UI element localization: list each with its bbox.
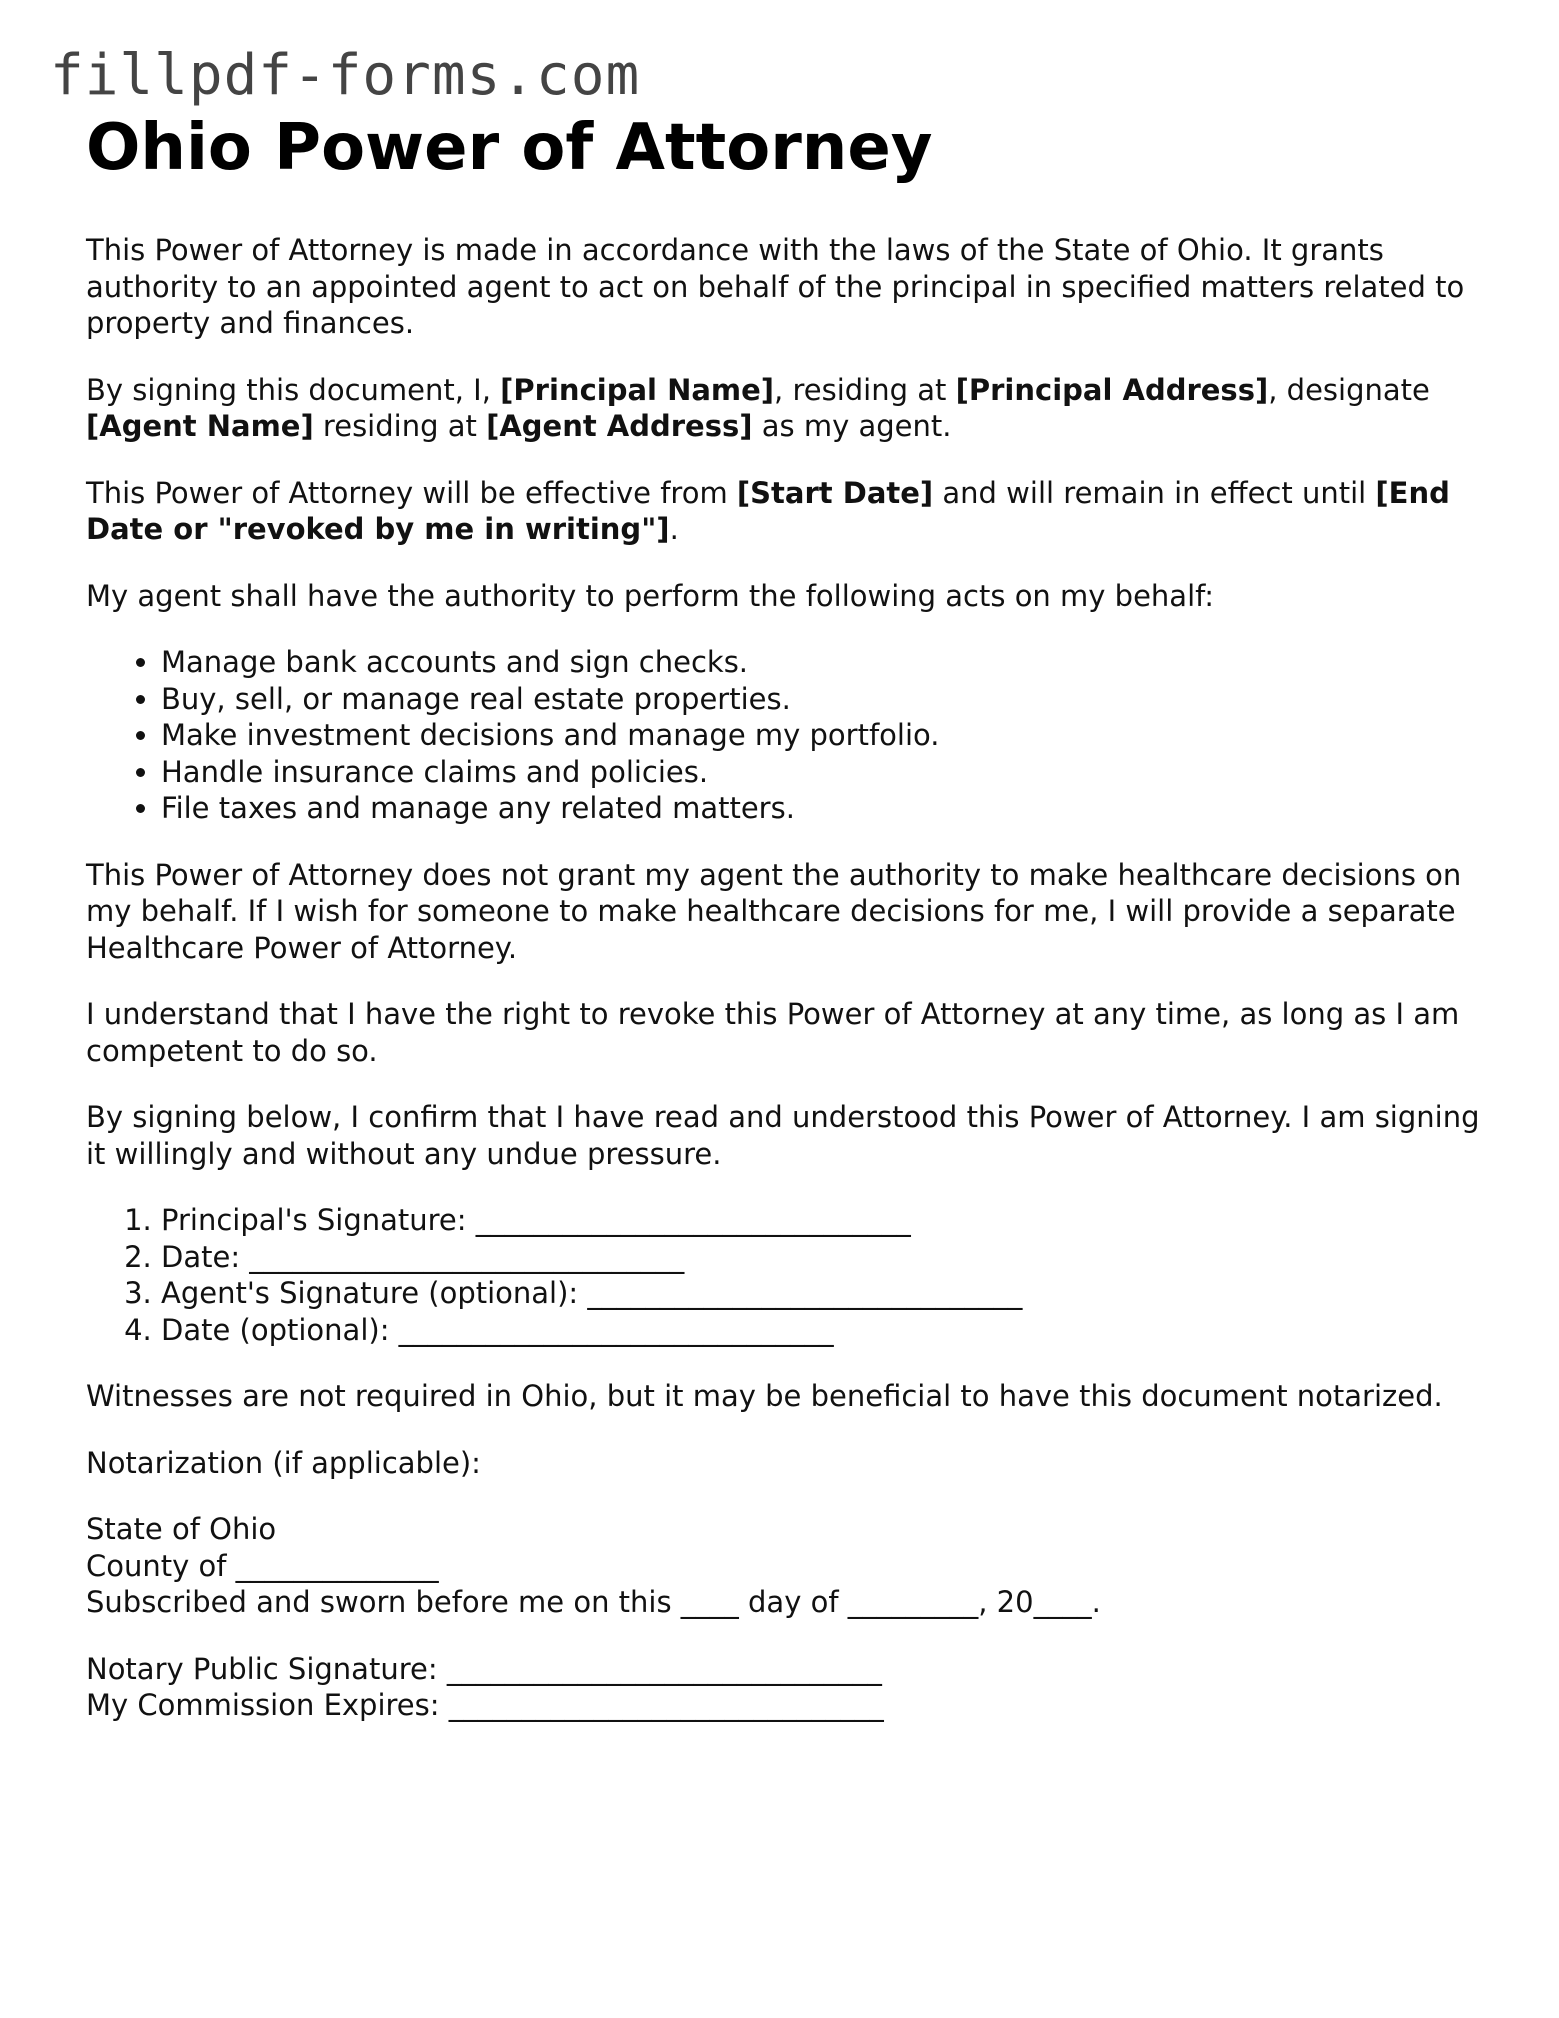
revoke-paragraph: I understand that I have the right to revoke this Power of Attorney at any time, as long as I am competent to do so. xyxy=(86,997,1460,1068)
notary-sworn-line: Subscribed and sworn before me on this ____ day of _________, 20____. xyxy=(86,1585,1101,1619)
agent-signature-line: 3. Agent's Signature (optional): ______________________________ xyxy=(161,1275,1486,1312)
signature-list xyxy=(86,1202,1486,1348)
authority-item: • Make investment decisions and manage my portfolio. xyxy=(161,717,1486,754)
watermark-logo: fillpdf-forms.com xyxy=(50,43,641,108)
healthcare-paragraph: This Power of Attorney does not grant my agent the authority to make healthcare decisions on my behalf. If I wish for someone to make healthcare decisions for me, I will provide a separate Healthcare Power of Attorney. xyxy=(86,857,1462,965)
notary-state: State of Ohio xyxy=(86,1512,277,1546)
principal-name-placeholder: [Principal Name] xyxy=(500,372,775,407)
notary-signature-block xyxy=(86,1651,1486,1724)
document-title: Ohio Power of Attorney xyxy=(86,111,933,185)
authority-list xyxy=(86,644,1486,827)
authority-intro: My agent shall have the authority to perform the following acts on my behalf: xyxy=(86,578,1215,613)
notary-signature-line: Notary Public Signature: ______________________________ xyxy=(86,1651,882,1686)
end-date-placeholder: [End Date or "revoked by me in writing"] xyxy=(86,475,1450,546)
effective-text-2: and will remain in effect until xyxy=(933,475,1376,510)
notary-county-line: County of ______________ xyxy=(86,1548,439,1583)
effective-text-3: . xyxy=(669,512,679,546)
notarization-heading: Notarization (if applicable): xyxy=(86,1445,481,1480)
authority-item: • File taxes and manage any related matters. xyxy=(161,790,1486,827)
designation-text-3: , designate xyxy=(1268,372,1430,407)
start-date-placeholder: [Start Date] xyxy=(736,475,934,510)
agent-date-line: 4. Date (optional): ______________________________ xyxy=(161,1312,1486,1349)
confirm-paragraph: By signing below, I confirm that I have read and understood this Power of Attorney. I am signing it willingly and without any undue pressure. xyxy=(86,1100,1480,1171)
designation-text-4: residing at xyxy=(313,409,487,443)
agent-address-placeholder: [Agent Address] xyxy=(486,409,753,443)
principal-address-placeholder: [Principal Address] xyxy=(955,372,1269,407)
notary-venue-block xyxy=(86,1511,1486,1621)
effective-paragraph xyxy=(86,475,1486,548)
authority-item: • Manage bank accounts and sign checks. xyxy=(161,644,1486,681)
authority-item: • Handle insurance claims and policies. xyxy=(161,754,1486,791)
authority-item: • Buy, sell, or manage real estate properties. xyxy=(161,681,1486,718)
commission-expires-line: My Commission Expires: ______________________________ xyxy=(86,1688,884,1722)
principal-signature-line: 1. Principal's Signature: ______________________________ xyxy=(161,1202,1486,1239)
designation-text-5: as my agent. xyxy=(752,409,952,443)
effective-text-1: This Power of Attorney will be effective from xyxy=(86,475,737,510)
agent-name-placeholder: [Agent Name] xyxy=(86,409,314,443)
document-body xyxy=(86,108,1486,1754)
witness-paragraph: Witnesses are not required in Ohio, but it may be beneficial to have this document notarized. xyxy=(86,1379,1443,1413)
intro-paragraph: This Power of Attorney is made in accordance with the laws of the State of Ohio. It grants authority to an appointed agent to act on behalf of the principal in specified matters related to property and finances. xyxy=(86,233,1465,340)
designation-text-1: By signing this document, I, xyxy=(86,372,501,407)
designation-text-2: , residing at xyxy=(774,372,956,407)
principal-date-line: 2. Date: ______________________________ xyxy=(161,1239,1486,1276)
designation-paragraph xyxy=(86,372,1486,445)
